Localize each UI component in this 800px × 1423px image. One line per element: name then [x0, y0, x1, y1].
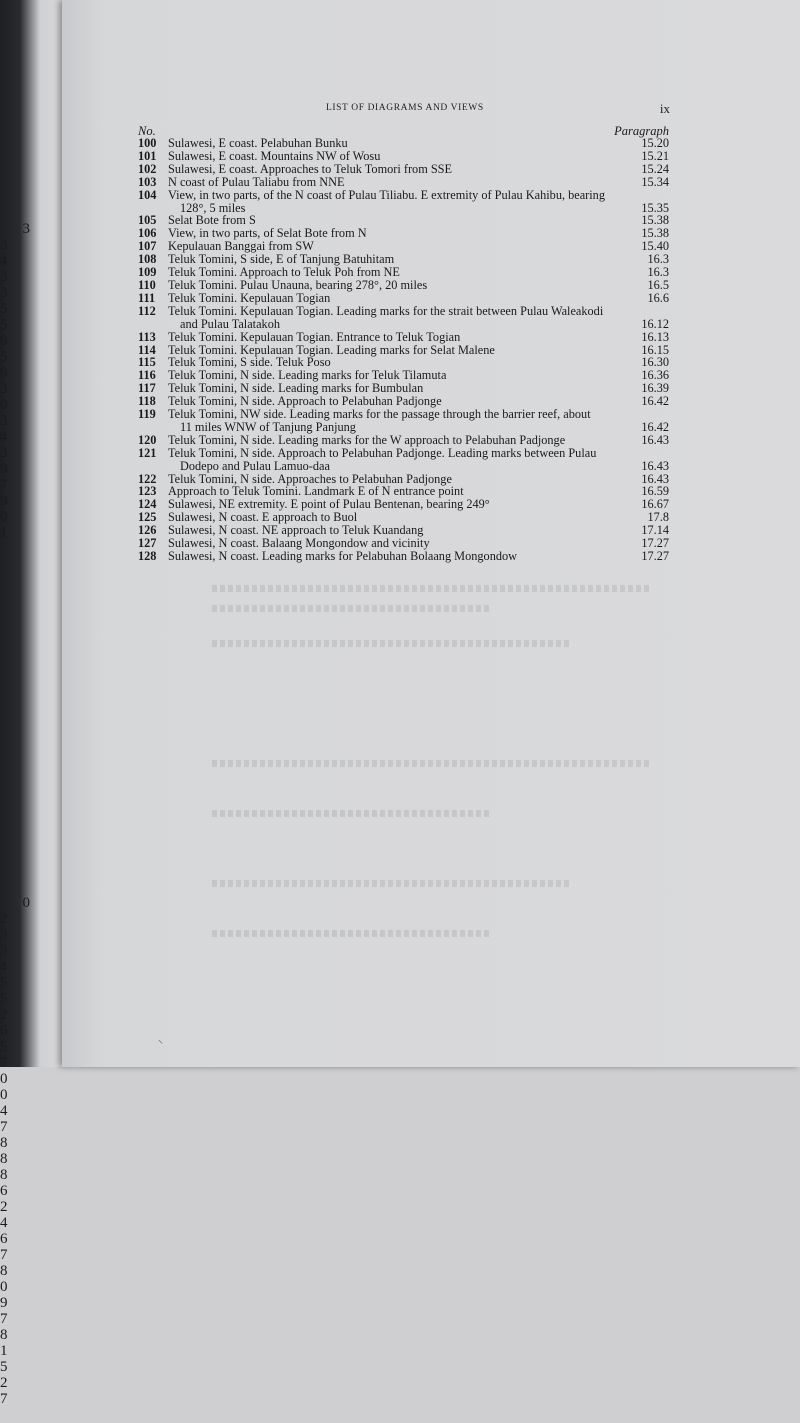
list-entry	[62, 279, 800, 292]
paragraph-ref: 15.34	[641, 174, 669, 189]
entry-title: N coast of Pulau Taliabu from NNE	[168, 174, 345, 189]
entry-title: Teluk Tomini. Approach to Teluk Poh from NE	[168, 265, 400, 280]
entry-title: Sulawesi, N coast. E approach to Buol	[168, 510, 358, 525]
list-entry	[62, 447, 800, 473]
entry-title: Sulawesi, N coast. Leading marks for Pelabuhan Bolaang Mongondow	[168, 549, 518, 563]
bleed-through-text	[212, 810, 492, 817]
edge-digits-top: 3 3 4 3 3 5 5 9 5 9 3 0 3 4 3 9 7 9 0 1	[0, 221, 30, 541]
entry-title: Teluk Tomini. Kepulauan Togian. Leading marks for the strait between Pulau Waleakodi	[168, 303, 604, 318]
list-entry	[62, 305, 800, 331]
entry-number: 125	[138, 510, 157, 525]
column-paragraph-heading: Paragraph	[614, 124, 669, 138]
entry-title: Teluk Tomini, S side. Teluk Poso	[168, 355, 331, 370]
paragraph-ref: 16.15	[641, 342, 669, 357]
entry-number: 101	[138, 148, 157, 163]
entry-title: Teluk Tomini, S side, E of Tanjung Batuhitam	[168, 252, 395, 267]
entry-number: 107	[138, 239, 157, 254]
entry-number: 120	[138, 432, 157, 447]
paragraph-ref: 17.14	[641, 523, 669, 538]
bleed-through-text	[212, 760, 652, 767]
entry-number: 119	[138, 407, 156, 422]
entry-title: Sulawesi, N coast. NE approach to Teluk Kuandang	[168, 523, 424, 538]
entry-number: 109	[138, 265, 157, 280]
entry-title: Teluk Tomini, N side. Leading marks for Bumbulan	[168, 381, 424, 396]
entry-number: 118	[138, 394, 156, 409]
entry-title: Sulawesi, N coast. Balaang Mongondow and vicinity	[168, 536, 430, 551]
entry-number: 113	[138, 329, 156, 344]
paragraph-ref: 16.43	[641, 471, 669, 486]
entry-title: Teluk Tomini, N side. Leading marks for Teluk Tilamuta	[168, 368, 447, 383]
entry-title: Teluk Tomini. Kepulauan Togian. Entrance to Teluk Togian	[168, 329, 461, 344]
paragraph-ref: 15.40	[641, 239, 669, 254]
entry-number: 114	[138, 342, 156, 357]
entry-title: Teluk Tomini. Kepulauan Togian. Leading marks for Selat Malene	[168, 342, 495, 357]
paragraph-ref: 17.27	[641, 549, 669, 563]
entry-number: 110	[138, 277, 156, 292]
entry-number: 115	[138, 355, 156, 370]
entry-number: 106	[138, 226, 157, 241]
entry-number: 102	[138, 161, 157, 176]
bleed-through-text	[212, 585, 652, 592]
entry-number: 127	[138, 536, 157, 551]
entry-title: Teluk Tomini, N side. Approaches to Pelabuhan Padjonge	[168, 471, 452, 486]
entry-number: 108	[138, 252, 157, 267]
entry-title: Sulawesi, NE extremity. E point of Pulau Bentenan, bearing 249°	[168, 497, 490, 512]
entry-number: 112	[138, 303, 156, 318]
list-entry	[62, 189, 800, 215]
list-entry	[62, 550, 800, 563]
paragraph-ref: 16.42	[641, 394, 669, 409]
entry-title: Teluk Tomini, NW side. Leading marks for the passage through the barrier reef, about	[168, 407, 591, 422]
paragraph-ref: 15.38	[641, 226, 669, 241]
running-title: LIST OF DIAGRAMS AND VIEWS	[326, 103, 484, 113]
entry-title: Teluk Tomini, N side. Approach to Pelabuhan Padjonge. Leading marks between Pulau	[168, 445, 597, 460]
entry-title-continued: Dodepo and Pulau Lamuo-daa	[180, 458, 330, 473]
entry-title-continued: and Pulau Talatakoh	[180, 316, 280, 331]
entry-number: 124	[138, 497, 157, 512]
entry-number: 121	[138, 445, 157, 460]
paragraph-ref: 17.27	[641, 536, 669, 551]
entry-number: 103	[138, 174, 157, 189]
entry-number: 116	[138, 368, 156, 383]
paragraph-ref: 16.67	[641, 497, 669, 512]
bleed-through-text	[212, 640, 572, 647]
entry-title: Kepulauan Banggai from SW	[168, 239, 314, 254]
entry-title: View, in two parts, of Selat Bote from N	[168, 226, 367, 241]
paragraph-ref: 16.3	[647, 252, 669, 267]
paragraph-ref: 15.21	[641, 148, 669, 163]
paragraph-ref: 15.35	[641, 200, 669, 215]
paragraph-ref: 16.43	[641, 432, 669, 447]
entry-number: 117	[138, 381, 156, 396]
entry-title: Approach to Teluk Tomini. Landmark E of N entrance point	[168, 484, 464, 499]
list-entry	[62, 163, 800, 176]
paragraph-ref: 15.20	[641, 136, 669, 150]
page-number: ix	[659, 101, 670, 116]
list-entry	[62, 292, 800, 305]
list-entry	[62, 408, 800, 434]
paragraph-ref: 16.36	[641, 368, 669, 383]
entry-title-continued: 11 miles WNW of Tanjung Panjung	[180, 419, 356, 434]
entry-number: 100	[138, 136, 157, 150]
list-entry	[62, 137, 800, 150]
column-no-heading: No.	[138, 124, 156, 138]
list-entry	[62, 150, 800, 163]
entry-title: Teluk Tomini, N side. Approach to Pelabuhan Padjonge	[168, 394, 442, 409]
edge-digits	[0, 205, 30, 1423]
entry-number: 123	[138, 484, 157, 499]
paper-speck: ⸌	[158, 1039, 163, 1050]
entry-title: Sulawesi, E coast. Approaches to Teluk Tomori from SSE	[168, 161, 453, 176]
previous-page-edge	[0, 0, 40, 1407]
paragraph-ref: 16.30	[641, 355, 669, 370]
entry-title: Sulawesi, E coast. Mountains NW of Wosu	[168, 148, 381, 163]
entry-number: 122	[138, 471, 157, 486]
entry-title: Teluk Tomini. Pulau Unauna, bearing 278°, 20 miles	[168, 277, 428, 292]
bleed-through-text	[212, 930, 492, 937]
paragraph-ref: 16.13	[641, 329, 669, 344]
entry-number: 128	[138, 549, 157, 563]
entry-title: Teluk Tomini, N side. Leading marks for the W approach to Pelabuhan Padjonge	[168, 432, 566, 447]
entry-number: 104	[138, 187, 157, 202]
paragraph-ref: 16.59	[641, 484, 669, 499]
paragraph-ref: 17.8	[647, 510, 669, 525]
paragraph-ref: 15.24	[641, 161, 669, 176]
entry-title: View, in two parts, of the N coast of Pulau Tiliabu. E extremity of Pulau Kahibu, bearing	[168, 187, 605, 202]
paragraph-ref: 16.3	[647, 265, 669, 280]
paragraph-ref: 16.12	[641, 316, 669, 331]
diagram-list	[62, 137, 800, 563]
entry-title-continued: 128°, 5 miles	[180, 200, 246, 215]
entry-title: Sulawesi, E coast. Pelabuhan Bunku	[168, 136, 348, 150]
list-entry	[62, 176, 800, 189]
paragraph-ref: 16.6	[647, 290, 669, 305]
book-page	[62, 0, 800, 1067]
paragraph-ref: 15.38	[641, 213, 669, 228]
paragraph-ref: 16.42	[641, 419, 669, 434]
entry-title: Teluk Tomini. Kepulauan Togian	[168, 290, 331, 305]
entry-number: 105	[138, 213, 157, 228]
paragraph-ref: 16.43	[641, 458, 669, 473]
edge-digits-bottom: 0 2 3 3 4 5 5 2 6 5 7 0 0 4 7 8 8 8 6 2 4 6 7 8 0 9 7 8 1 5 2 7	[0, 895, 30, 1407]
list-entry	[62, 434, 800, 447]
entry-number: 111	[138, 290, 156, 305]
paragraph-ref: 16.39	[641, 381, 669, 396]
entry-number: 126	[138, 523, 157, 538]
page-header	[62, 103, 800, 117]
bleed-through-text	[212, 605, 492, 612]
paragraph-ref: 16.5	[647, 277, 669, 292]
list-entry	[62, 331, 800, 344]
bleed-through-text	[212, 880, 572, 887]
entry-title: Selat Bote from S	[168, 213, 256, 228]
